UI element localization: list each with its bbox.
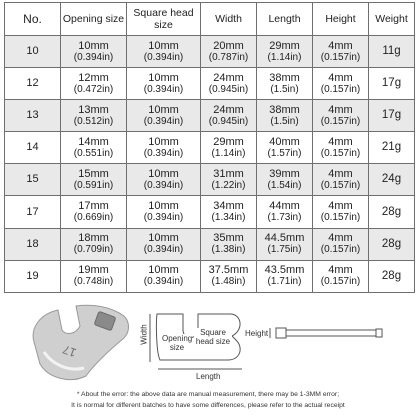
cell-width-value: 35mm — [213, 232, 244, 245]
cell-weight-value: 28g — [381, 269, 402, 282]
table-header-row — [5, 3, 415, 36]
cell-width-inches: (1.14in) — [211, 147, 246, 159]
cell-width-value: 24mm — [213, 71, 244, 84]
cell-length-value: 40mm — [269, 135, 300, 148]
cell-square-head-size-inches: (0.394in) — [143, 212, 184, 224]
cell-no-value: 14 — [26, 141, 39, 154]
cell-square-head-size — [127, 132, 201, 164]
table-row — [5, 36, 415, 68]
cell-square-head-size — [127, 228, 201, 260]
cell-weight-value: 11g — [382, 45, 401, 58]
cell-length-inches: (1.54in) — [267, 179, 302, 191]
cell-no — [5, 36, 61, 68]
cell-width — [201, 100, 257, 132]
side-view-drive — [376, 329, 382, 337]
cell-length-inches: (1.5in) — [270, 83, 299, 95]
cell-width-inches: (0.945in) — [208, 83, 249, 95]
cell-square-head-size-value: 10mm — [148, 232, 179, 245]
cell-no — [5, 164, 61, 196]
cell-opening-size — [61, 132, 127, 164]
cell-no — [5, 196, 61, 228]
cell-height-value: 4mm — [328, 200, 353, 213]
cell-no-value: 10 — [26, 45, 39, 58]
cell-width-inches: (1.48in) — [211, 276, 246, 288]
cell-square-head-size-value: 10mm — [148, 39, 179, 52]
width-label: Width — [139, 324, 149, 345]
wrench-diagram — [0, 292, 416, 387]
cell-height-inches: (0.157in) — [320, 51, 361, 63]
cell-square-head-size — [127, 196, 201, 228]
cell-weight-value: 17g — [381, 77, 402, 90]
cell-width-value: 29mm — [213, 135, 244, 148]
cell-no-value: 18 — [26, 237, 39, 250]
cell-height-value: 4mm — [328, 135, 353, 148]
cell-width-value: 24mm — [213, 103, 244, 116]
cell-opening-size-inches: (0.709in) — [73, 244, 114, 256]
cell-opening-size-value: 13mm — [78, 103, 109, 116]
cell-square-head-size-inches: (0.394in) — [143, 147, 184, 159]
cell-opening-size-inches: (0.551in) — [73, 147, 114, 159]
cell-height-inches: (0.157in) — [320, 244, 361, 256]
cell-weight-value: 21g — [381, 141, 402, 154]
cell-weight — [369, 68, 415, 100]
side-view-handle — [286, 330, 376, 336]
cell-opening-size-value: 12mm — [78, 71, 109, 84]
cell-weight-value: 28g — [381, 205, 402, 218]
cell-length — [257, 228, 313, 260]
cell-length-inches: (1.75in) — [267, 244, 302, 256]
cell-opening-size-value: 14mm — [78, 135, 109, 148]
cell-square-head-size-value: 10mm — [148, 71, 179, 84]
cell-width — [201, 36, 257, 68]
cell-height — [313, 260, 369, 292]
cell-opening-size-value: 15mm — [78, 167, 109, 180]
cell-square-head-size-inches: (0.394in) — [143, 115, 184, 127]
cell-width-value: 31mm — [213, 167, 244, 180]
header-width: Width — [201, 3, 257, 36]
cell-square-head-size — [127, 100, 201, 132]
cell-square-head-size-value: 10mm — [148, 103, 179, 116]
cell-square-head-size — [127, 164, 201, 196]
cell-length-inches: (1.73in) — [267, 212, 302, 224]
header-length: Length — [257, 3, 313, 36]
cell-opening-size-inches: (0.394in) — [73, 51, 114, 63]
table-row — [5, 100, 415, 132]
square-head-size-label: Square head size — [195, 328, 231, 346]
height-label: Height — [245, 329, 269, 338]
table-row — [5, 132, 415, 164]
cell-height-inches: (0.157in) — [320, 179, 361, 191]
cell-weight — [369, 100, 415, 132]
cell-square-head-size-inches: (0.394in) — [143, 179, 184, 191]
header-opening-size: Opening size — [61, 3, 127, 36]
cell-no — [5, 260, 61, 292]
cell-square-head-size — [127, 36, 201, 68]
wrench-photo — [33, 305, 128, 379]
error-note-line-2: It is normal for different batches to have some differences, please refer to the actual receipt — [71, 402, 345, 409]
header-weight: Weight — [369, 3, 415, 36]
cell-square-head-size-value: 10mm — [148, 167, 179, 180]
cell-opening-size — [61, 228, 127, 260]
cell-no-value: 13 — [26, 109, 39, 122]
cell-width-inches: (1.34in) — [211, 212, 246, 224]
cell-square-head-size — [127, 260, 201, 292]
cell-no-value: 19 — [26, 269, 39, 282]
cell-square-head-size-value: 10mm — [148, 264, 179, 277]
cell-square-head-size-inches: (0.394in) — [143, 83, 184, 95]
table-row — [5, 228, 415, 260]
cell-no — [5, 100, 61, 132]
cell-length — [257, 132, 313, 164]
cell-opening-size-value: 18mm — [78, 232, 109, 245]
cell-square-head-size-value: 10mm — [148, 135, 179, 148]
cell-opening-size-value: 10mm — [78, 39, 109, 52]
cell-width — [201, 164, 257, 196]
cell-height-inches: (0.157in) — [320, 115, 361, 127]
cell-height — [313, 100, 369, 132]
cell-weight-value: 28g — [381, 237, 402, 250]
cell-height-value: 4mm — [328, 264, 353, 277]
cell-width-inches: (1.38in) — [211, 244, 246, 256]
cell-height — [313, 68, 369, 100]
cell-length — [257, 100, 313, 132]
side-view-head — [276, 328, 286, 338]
cell-length — [257, 260, 313, 292]
table-body — [5, 36, 415, 293]
cell-length — [257, 164, 313, 196]
cell-height-inches: (0.157in) — [320, 276, 361, 288]
cell-length-value: 38mm — [269, 71, 300, 84]
cell-length-value: 44.5mm — [264, 232, 305, 245]
cell-length-inches: (1.71in) — [267, 276, 302, 288]
cell-length-value: 38mm — [269, 103, 300, 116]
cell-length-value: 39mm — [269, 167, 300, 180]
cell-no — [5, 68, 61, 100]
cell-height-value: 4mm — [328, 39, 353, 52]
table-row — [5, 164, 415, 196]
cell-opening-size-inches: (0.472in) — [73, 83, 114, 95]
wrench-side-view — [276, 328, 382, 338]
cell-height-value: 4mm — [328, 103, 353, 116]
cell-length-value: 29mm — [269, 39, 300, 52]
cell-square-head-size-inches: (0.394in) — [143, 244, 184, 256]
cell-width — [201, 196, 257, 228]
spec-table — [4, 2, 415, 293]
cell-weight — [369, 260, 415, 292]
cell-width-inches: (0.945in) — [208, 115, 249, 127]
cell-width — [201, 132, 257, 164]
cell-weight — [369, 228, 415, 260]
cell-length — [257, 196, 313, 228]
cell-weight-value: 17g — [381, 109, 402, 122]
cell-height-inches: (0.157in) — [320, 83, 361, 95]
cell-opening-size — [61, 164, 127, 196]
cell-weight — [369, 164, 415, 196]
cell-no-value: 15 — [26, 173, 39, 186]
length-label: Length — [196, 372, 221, 381]
table-row — [5, 196, 415, 228]
cell-height-value: 4mm — [328, 71, 353, 84]
cell-length-inches: (1.5in) — [270, 115, 299, 127]
error-note-line-1: * About the error: the above data are manual measurement, there may be 1-3MM error; — [76, 391, 340, 398]
cell-length — [257, 68, 313, 100]
cell-weight — [369, 132, 415, 164]
cell-width — [201, 228, 257, 260]
cell-height — [313, 196, 369, 228]
cell-opening-size — [61, 100, 127, 132]
cell-no — [5, 132, 61, 164]
cell-square-head-size-inches: (0.394in) — [143, 276, 184, 288]
cell-width-value: 20mm — [213, 39, 244, 52]
cell-height — [313, 36, 369, 68]
cell-height-inches: (0.157in) — [320, 212, 361, 224]
cell-opening-size-inches: (0.748in) — [73, 276, 114, 288]
cell-height-value: 4mm — [328, 167, 353, 180]
cell-opening-size-inches: (0.669in) — [73, 212, 114, 224]
opening-size-label: Opening size — [162, 334, 193, 352]
cell-weight-value: 24g — [381, 173, 402, 186]
cell-opening-size — [61, 68, 127, 100]
cell-height — [313, 164, 369, 196]
cell-width — [201, 68, 257, 100]
cell-weight — [369, 36, 415, 68]
cell-opening-size-inches: (0.591in) — [73, 179, 114, 191]
cell-square-head-size — [127, 68, 201, 100]
cell-no — [5, 228, 61, 260]
cell-opening-size-value: 19mm — [78, 264, 109, 277]
table-row — [5, 68, 415, 100]
header-height: Height — [313, 3, 369, 36]
cell-length-inches: (1.57in) — [267, 147, 302, 159]
cell-square-head-size-value: 10mm — [148, 200, 179, 213]
header-square-head-size: Square head size — [127, 3, 201, 36]
cell-height — [313, 132, 369, 164]
cell-opening-size — [61, 36, 127, 68]
cell-width-value: 37.5mm — [208, 264, 249, 277]
header-no: No. — [5, 3, 61, 36]
cell-width-inches: (0.787in) — [208, 51, 249, 63]
cell-length-value: 43.5mm — [264, 264, 305, 277]
cell-height-value: 4mm — [328, 232, 353, 245]
cell-length — [257, 36, 313, 68]
cell-no-value: 12 — [26, 77, 39, 90]
cell-width-value: 34mm — [213, 200, 244, 213]
cell-opening-size-value: 17mm — [78, 200, 109, 213]
cell-opening-size-inches: (0.512in) — [73, 115, 114, 127]
cell-length-inches: (1.14in) — [267, 51, 302, 63]
cell-opening-size — [61, 196, 127, 228]
error-note — [0, 389, 416, 411]
cell-no-value: 17 — [26, 205, 39, 218]
cell-width — [201, 260, 257, 292]
cell-height-inches: (0.157in) — [320, 147, 361, 159]
table-row — [5, 260, 415, 292]
wrench-size-stamp: 17 — [60, 342, 79, 360]
cell-length-value: 44mm — [269, 200, 300, 213]
cell-square-head-size-inches: (0.394in) — [143, 51, 184, 63]
cell-opening-size — [61, 260, 127, 292]
cell-width-inches: (1.22in) — [211, 179, 246, 191]
cell-height — [313, 228, 369, 260]
cell-weight — [369, 196, 415, 228]
